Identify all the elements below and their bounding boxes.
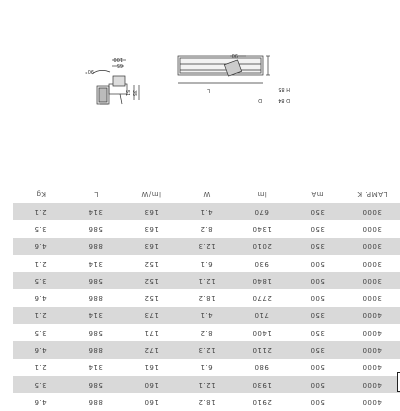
dim-65: 65 [116,62,123,68]
table-cell: 930 [234,255,289,272]
table-cell: 3000 [345,272,400,289]
dim-d: D [258,97,262,103]
dim-51: 51 [124,90,130,97]
table-cell: 500 [289,359,344,376]
table-cell: 12.3 [179,341,234,358]
specification-table [13,184,400,411]
header-lmw: lm/W [124,184,179,203]
table-cell: 18.2 [179,289,234,306]
table-cell: 2.1 [13,359,68,376]
table-cell: 4000 [345,341,400,358]
table-cell: 2910 [234,393,289,410]
table-cell: 500 [289,289,344,306]
table-cell: 18.2 [179,393,234,410]
table-cell: 12.1 [179,272,234,289]
table-cell: 4000 [345,376,400,393]
dim-35: 35 [131,90,137,97]
table-cell: 12.1 [179,376,234,393]
side-profile-drawing [92,60,139,104]
table-cell: 670 [234,203,289,220]
table-cell: 2.1 [13,255,68,272]
table-cell: 12.3 [179,238,234,255]
table-cell: 1340 [234,220,289,237]
table-row [13,324,400,341]
table-cell: 161 [124,359,179,376]
table-cell: 3.5 [13,376,68,393]
header-w: W [179,184,234,203]
table-cell: 163 [124,238,179,255]
table-cell: 886 [68,289,123,306]
table-cell: 2.1 [13,307,68,324]
table-cell: 4000 [345,359,400,376]
technical-drawing [0,0,400,180]
table-cell: 886 [68,238,123,255]
table-cell: 4.1 [179,203,234,220]
table-cell: 152 [124,255,179,272]
table-cell: 3.5 [13,324,68,341]
table-cell: 4000 [345,393,400,410]
table-cell: 152 [124,272,179,289]
table-cell: 500 [289,255,344,272]
table-cell: 586 [68,324,123,341]
table-cell: 586 [68,272,123,289]
table-cell: 886 [68,393,123,410]
table-cell: 710 [234,307,289,324]
table-cell: 8.2 [179,324,234,341]
table-body [13,203,400,411]
table-cell: 314 [68,255,123,272]
table-cell: 2770 [234,289,289,306]
table-cell: 163 [124,203,179,220]
table-cell: 1840 [234,272,289,289]
dim-side-90: 90 [231,52,238,58]
table-cell: 350 [289,203,344,220]
table-row [13,307,400,324]
specification-table-wrap [13,184,400,411]
table-cell: 160 [124,393,179,410]
table-header-row [13,184,400,203]
table-cell: 160 [124,376,179,393]
table-cell: 4.6 [13,238,68,255]
table-cell: 350 [289,238,344,255]
table-row [13,203,400,220]
dim-angle: 90° [85,68,94,74]
table-cell: 586 [68,220,123,237]
header-lamp-k: LAMP. K [345,184,400,203]
table-cell: 3000 [345,289,400,306]
table-cell: 3000 [345,238,400,255]
table-cell: 4000 [345,307,400,324]
dim-height: H 85 [278,86,290,92]
table-cell: 314 [68,203,123,220]
table-cell: 6.1 [179,359,234,376]
table-cell: 3.5 [13,220,68,237]
table-row [13,376,400,393]
table-row [13,220,400,237]
table-row [13,359,400,376]
table-cell: 4.6 [13,289,68,306]
table-cell: 3000 [345,203,400,220]
table-cell: 314 [68,359,123,376]
table-cell: 171 [124,324,179,341]
table-row [13,255,400,272]
table-cell: 980 [234,359,289,376]
dim-length: L [207,87,210,93]
table-cell: 500 [289,376,344,393]
table-cell: 1400 [234,324,289,341]
table-cell: 350 [289,307,344,324]
table-cell: 350 [289,341,344,358]
dim-depth: D 84 [278,97,290,103]
table-cell: 172 [124,341,179,358]
table-row [13,272,400,289]
table-cell: 1930 [234,376,289,393]
table-cell: 3.5 [13,272,68,289]
table-cell: 500 [289,393,344,410]
table-row [13,238,400,255]
table-cell: 586 [68,376,123,393]
table-row [13,341,400,358]
linear-luminaire-drawing [178,56,270,83]
table-cell: 173 [124,307,179,324]
table-cell: 3000 [345,220,400,237]
table-cell: 3000 [345,255,400,272]
table-cell: 500 [289,272,344,289]
table-cell: 350 [289,220,344,237]
table-cell: 2110 [234,341,289,358]
table-cell: 2010 [234,238,289,255]
header-lm: lm [234,184,289,203]
table-cell: 4.1 [179,307,234,324]
header-l: L [68,184,123,203]
table-cell: 886 [68,341,123,358]
table-cell: 8.2 [179,220,234,237]
table-cell: 314 [68,307,123,324]
dim-100: 100 [113,56,123,62]
table-cell: 4000 [345,324,400,341]
table-cell: 4.6 [13,393,68,410]
table-cell: 350 [289,324,344,341]
table-cell: 2.1 [13,203,68,220]
table-cell: 163 [124,220,179,237]
table-cell: 4.6 [13,341,68,358]
table-row [13,393,400,410]
header-ma: mA [289,184,344,203]
table-cell: 152 [124,289,179,306]
header-kg: Kg [13,184,68,203]
table-cell: 6.1 [179,255,234,272]
table-row [13,289,400,306]
